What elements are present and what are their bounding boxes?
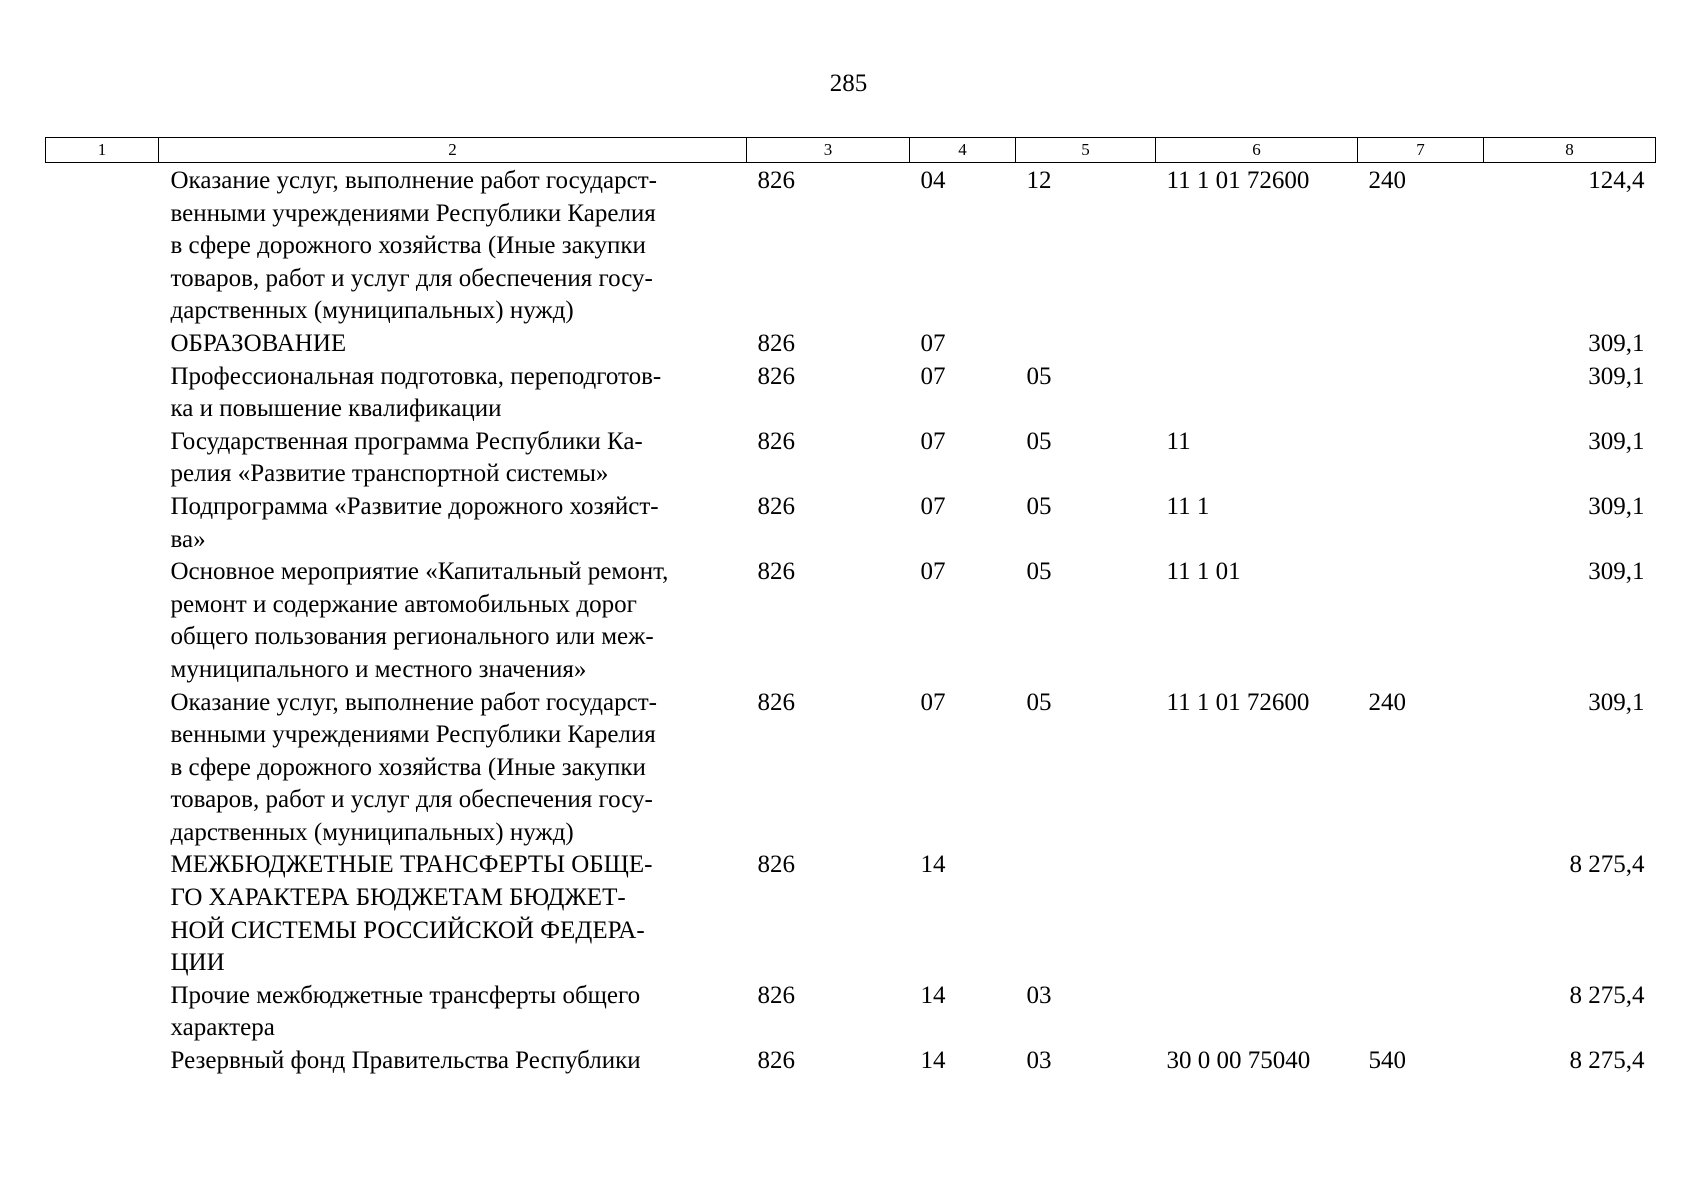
col-header-5: 5 [1016,138,1156,163]
target-article-code: 11 [1166,427,1191,455]
row-number-cell [46,849,159,979]
page-number: 285 [829,70,868,97]
target-article-code: 11 1 01 72600 [1166,688,1310,716]
amount: 8 275,4 [1569,981,1645,1009]
target-article-code: 11 1 [1166,492,1210,520]
target-article-code [1156,849,1358,979]
row-number-cell [46,491,159,556]
amount: 309,1 [1588,362,1645,390]
item-name-line: ва» [170,525,206,553]
expense-type-code: 240 [1368,167,1406,194]
expense-type-code [1358,426,1484,491]
item-name-line: Профессиональная подготовка, переподготов- [170,362,662,390]
col-header-3: 3 [747,138,910,163]
ministry-code: 826 [757,427,795,455]
subsection-code: 05 [1026,558,1052,586]
subsection-code [1016,328,1156,361]
ministry-code: 826 [757,167,795,194]
table-row [46,687,1656,850]
section-code: 14 [920,981,946,1009]
subsection-code: 05 [1026,427,1052,455]
expense-type-code [1358,556,1484,686]
item-name [159,163,747,328]
item-name-line: ГО ХАРАКТЕРА БЮДЖЕТАМ БЮДЖЕТ- [170,884,626,912]
item-name [159,491,747,556]
ministry-code: 826 [757,688,795,716]
row-number-cell [46,426,159,491]
item-name-line: общего пользования регионального или меж- [170,623,654,651]
ministry-code: 826 [757,492,795,520]
item-name-line: МЕЖБЮДЖЕТНЫЕ ТРАНСФЕРТЫ ОБЩЕ- [170,851,653,879]
amount: 309,1 [1588,492,1645,520]
item-name-line: Резервный фонд Правительства Республики [170,1047,641,1075]
subsection-code: 05 [1026,492,1052,520]
ministry-code: 826 [757,851,795,879]
item-name [159,556,747,686]
column-number-header [46,138,1656,163]
item-name-line: Прочие межбюджетные трансферты общего [170,981,641,1009]
amount: 309,1 [1588,558,1645,586]
section-code: 04 [920,167,946,194]
expense-type-code [1358,491,1484,556]
expense-type-code [1358,849,1484,979]
amount: 124,4 [1588,167,1645,194]
table-row [46,163,1656,328]
item-name [159,328,747,361]
col-header-8: 8 [1484,138,1656,163]
item-name-line: НОЙ СИСТЕМЫ РОССИЙСКОЙ ФЕДЕРА- [170,916,645,944]
table-row [46,328,1656,361]
amount: 8 275,4 [1569,851,1645,879]
row-number-cell [46,1045,159,1078]
row-number-cell [46,556,159,686]
item-name-line: ка и повышение квалификации [170,395,502,423]
target-article-code [1156,361,1358,426]
item-name-line: ОБРАЗОВАНИЕ [170,329,347,357]
table-row [46,361,1656,426]
subsection-code: 12 [1026,167,1052,194]
item-name [159,1045,747,1078]
row-number-cell [46,980,159,1045]
item-name-line: в сфере дорожного хозяйства (Иные закупки [170,753,646,781]
row-number-cell [46,687,159,850]
expense-type-code [1358,328,1484,361]
amount: 309,1 [1588,427,1645,455]
table-row [46,849,1656,979]
col-header-6: 6 [1156,138,1358,163]
section-code: 07 [920,558,946,586]
section-code: 14 [920,851,946,879]
ministry-code: 826 [757,558,795,586]
item-name-line: Оказание услуг, выполнение работ государст- [170,167,657,194]
item-name-line: ЦИИ [170,949,225,977]
expense-type-code: 240 [1368,688,1406,716]
item-name [159,849,747,979]
target-article-code: 30 0 00 75040 [1166,1047,1311,1075]
amount: 309,1 [1588,688,1645,716]
item-name [159,980,747,1045]
ministry-code: 826 [757,981,795,1009]
item-name-line: венными учреждениями Республики Карелия [170,199,656,227]
amount: 8 275,4 [1569,1047,1645,1075]
target-article-code [1156,980,1358,1045]
item-name-line: Оказание услуг, выполнение работ государст- [170,688,657,716]
amount: 309,1 [1588,329,1645,357]
item-name-line: муниципального и местного значения» [170,655,587,683]
budget-table [45,137,1656,1078]
item-name-line: Государственная программа Республики Ка- [170,427,643,455]
item-name-line: товаров, работ и услуг для обеспечения госу- [170,786,653,814]
row-number-cell [46,361,159,426]
item-name-line: дарственных (муниципальных) нужд) [170,297,574,325]
item-name-line: Основное мероприятие «Капитальный ремонт, [170,558,669,586]
item-name [159,687,747,850]
subsection-code: 03 [1026,981,1052,1009]
row-number-cell [46,328,159,361]
ministry-code: 826 [757,362,795,390]
section-code: 07 [920,688,946,716]
item-name-line: релия «Развитие транспортной системы» [170,460,609,488]
expense-type-code: 540 [1368,1047,1406,1075]
item-name-line: в сфере дорожного хозяйства (Иные закупки [170,232,646,260]
item-name-line: дарственных (муниципальных) нужд) [170,818,574,846]
item-name-line: характера [170,1014,275,1042]
col-header-1: 1 [46,138,159,163]
item-name [159,361,747,426]
section-code: 14 [920,1047,946,1075]
section-code: 07 [920,329,946,357]
row-number-cell [46,163,159,328]
col-header-4: 4 [910,138,1016,163]
target-article-code: 11 1 01 [1166,558,1241,586]
target-article-code [1156,328,1358,361]
section-code: 07 [920,362,946,390]
table-row [46,491,1656,556]
subsection-code: 05 [1026,688,1052,716]
table-row [46,980,1656,1045]
subsection-code: 03 [1026,1047,1052,1075]
subsection-code [1016,849,1156,979]
item-name-line: венными учреждениями Республики Карелия [170,721,656,749]
ministry-code: 826 [757,1047,795,1075]
section-code: 07 [920,492,946,520]
table-row [46,556,1656,686]
expense-type-code [1358,980,1484,1045]
target-article-code: 11 1 01 72600 [1166,167,1310,194]
item-name [159,426,747,491]
ministry-code: 826 [757,329,795,357]
item-name-line: ремонт и содержание автомобильных дорог [170,590,637,618]
table-row [46,1045,1656,1078]
subsection-code: 05 [1026,362,1052,390]
section-code: 07 [920,427,946,455]
col-header-2: 2 [159,138,747,163]
item-name-line: Подпрограмма «Развитие дорожного хозяйст- [170,492,659,520]
expense-type-code [1358,361,1484,426]
table-row [46,426,1656,491]
col-header-7: 7 [1358,138,1484,163]
item-name-line: товаров, работ и услуг для обеспечения госу- [170,264,653,292]
